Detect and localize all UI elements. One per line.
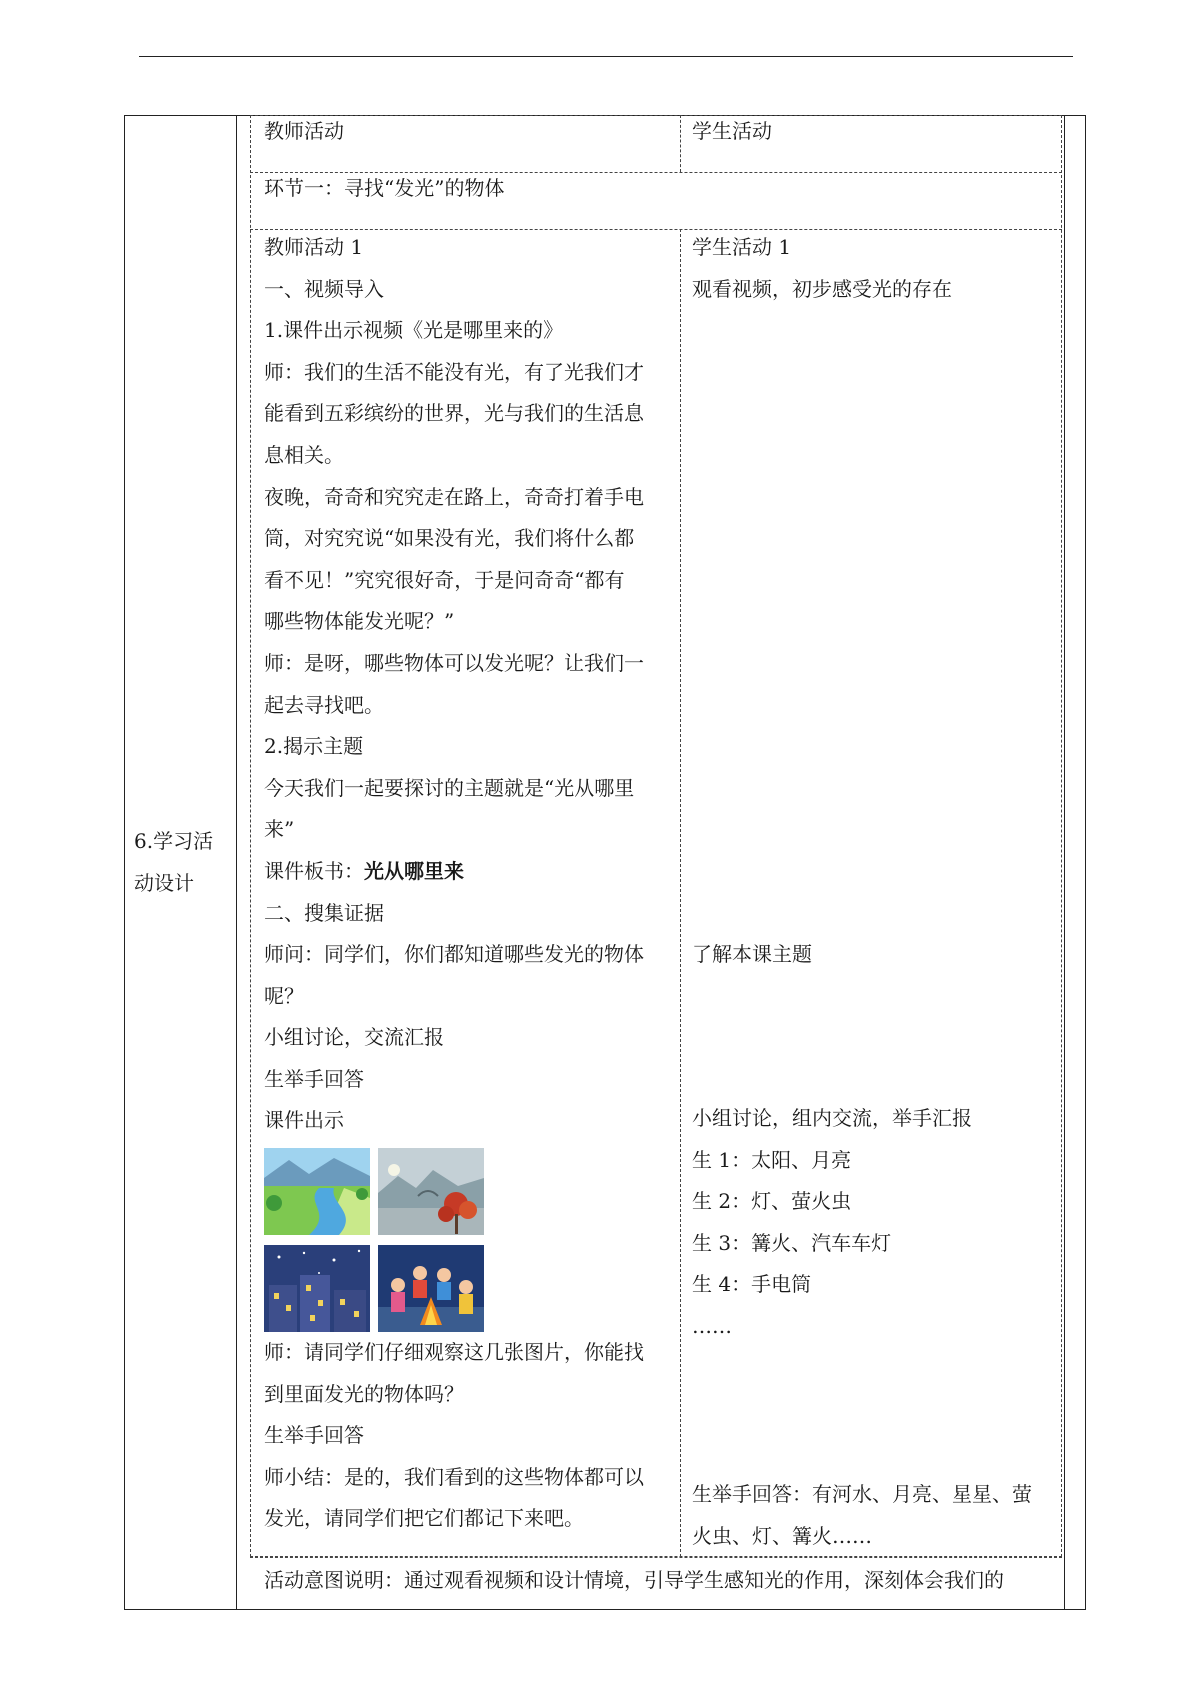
column-divider-2: [1064, 115, 1065, 1610]
activity-intent-note: 活动意图说明：通过观看视频和设计情境，引导学生感知光的作用，深刻体会我们的: [264, 1568, 1004, 1592]
student-topic: 了解本课主题: [692, 942, 812, 966]
student-group-answers: 小组讨论，组内交流，举手汇报 生 1：太阳、月亮 生 2：灯、萤火虫 生 3：篝火、汽车车灯 生 4：手电筒 ……: [692, 1106, 972, 1338]
moon-night-image: [378, 1148, 484, 1235]
night-city-image: [264, 1245, 370, 1332]
header-rule: [139, 56, 1073, 57]
dash-col-1: [680, 115, 681, 172]
row-label: 6.学习活 动设计: [134, 829, 214, 895]
header-student: 学生活动: [692, 119, 772, 143]
teacher-title: 教师活动 1: [264, 235, 364, 259]
dash-line-1: [250, 172, 1062, 173]
student-final-answer: 生举手回答：有河水、月亮、星星、萤 火虫、灯、篝火……: [692, 1482, 1032, 1548]
board-title: 光从哪里来: [364, 858, 464, 883]
board-line: 课件板书：光从哪里来: [264, 858, 464, 883]
teacher-text-a: 教师活动 1 一、视频导入 1.课件出示视频《光是哪里来的》 师：我们的生活不能没有光，有了光我们才 能看到五彩缤纷的世界，光与我们的生活息 息相关。 夜晚，奇奇和究究走在路上，奇奇打着手电 筒，对究究说“如果没有光，我们将什么都 看不见！”究究很好奇，于是问奇奇“都有 哪些物体能发光呢？” 师：是呀，哪些物体可以发光呢？让我们一 起去寻找吧。 2.揭示主题 今天我们一起要探讨的主题就是“光从哪里 来” 课件板书：光从哪里来 二、搜集证据 师问：同学们，你们都知道哪些发光的物体 呢？ 小组讨论，交流汇报 生举手回答 课件出示: [264, 227, 644, 1142]
student-title: 学生活动 1: [692, 235, 792, 259]
campfire-children-image: [378, 1245, 484, 1332]
section-title: 环节一：寻找“发光”的物体: [264, 176, 505, 200]
river-landscape-image: [264, 1148, 370, 1235]
dash-col-2: [680, 229, 681, 1557]
header-teacher: 教师活动: [264, 119, 344, 143]
student-activity-intro: 学生活动 1 观看视频，初步感受光的存在: [692, 227, 952, 310]
teacher-text-c: 师：请同学们仔细观察这几张图片，你能找 到里面发光的物体吗？ 生举手回答 师小结：是的，我们看到的这些物体都可以 发光，请同学们把它们都记下来吧。: [264, 1340, 644, 1531]
courseware-images: [264, 1148, 484, 1332]
